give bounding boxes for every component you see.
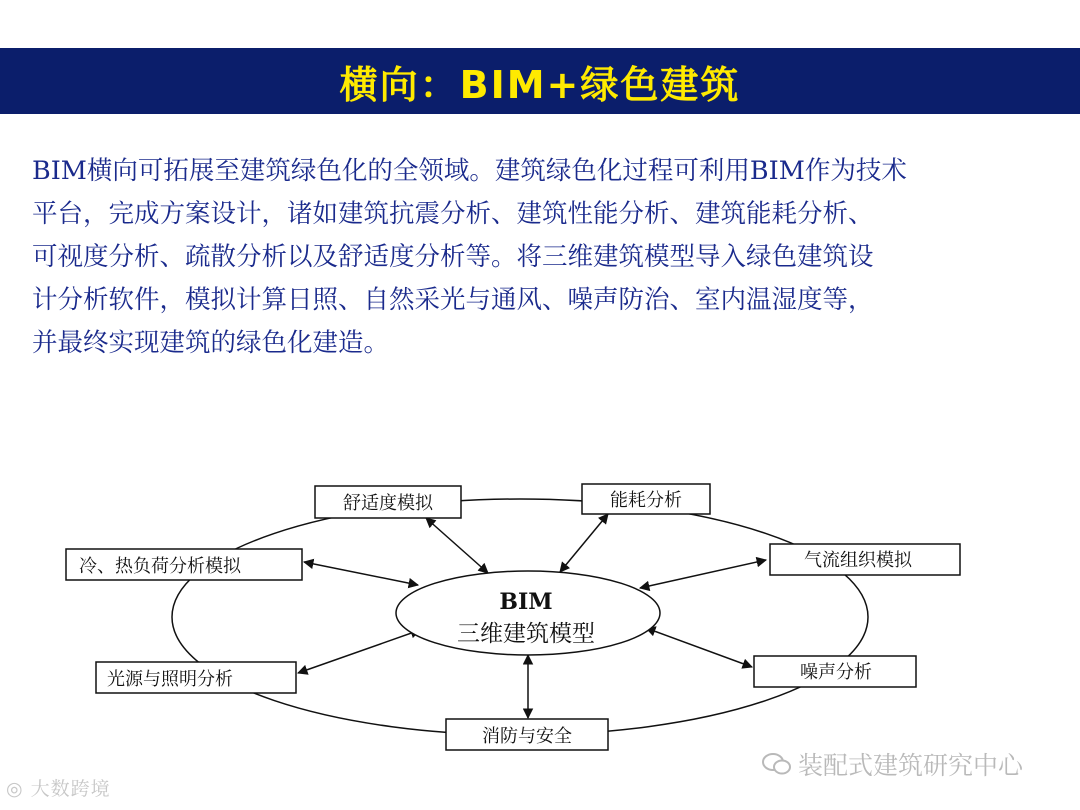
arrow-hvac	[304, 562, 418, 585]
node-hvac	[66, 549, 302, 580]
body-line: 可视度分析、疏散分析以及舒适度分析等。将三维建筑模型导入绿色建筑设	[32, 242, 874, 272]
node-lighting	[96, 662, 296, 693]
node-label: 消防与安全	[482, 726, 572, 747]
body-line: 计分析软件，模拟计算日照、自然采光与通风、噪声防治、室内温湿度等，	[32, 285, 874, 315]
page-title: 横向：BIM+绿色建筑	[339, 62, 741, 107]
wechat-icon	[762, 751, 792, 777]
body-line: 并最终实现建筑的绿色化建造。	[32, 328, 390, 358]
node-label: 气流组织模拟	[804, 550, 912, 571]
node-energy	[582, 484, 710, 514]
body-line: 平台，完成方案设计，诸如建筑抗震分析、建筑性能分析、建筑能耗分析、	[32, 199, 874, 229]
watermark-right	[762, 746, 1023, 782]
watermark-right-text: 装配式建筑研究中心	[798, 751, 1024, 780]
body-line: BIM横向可拓展至建筑绿色化的全领域。建筑绿色化过程可利用BIM作为技术	[32, 156, 907, 186]
arrow-comfort	[426, 518, 488, 573]
center-label-model: 三维建筑模型	[457, 621, 595, 647]
node-label: 舒适度模拟	[343, 493, 433, 514]
node-noise	[754, 656, 916, 687]
arrow-energy	[560, 514, 608, 572]
arrow-noise	[646, 628, 752, 667]
node-label: 噪声分析	[800, 662, 872, 683]
node-comfort	[315, 486, 461, 518]
node-label: 光源与照明分析	[107, 669, 233, 690]
node-label: 能耗分析	[610, 490, 682, 511]
node-label: 冷、热负荷分析模拟	[79, 556, 241, 577]
watermark-logo-icon: ◎	[6, 778, 31, 800]
watermark-left-text: 大数跨境	[30, 778, 111, 800]
center-label-bim: BIM	[499, 589, 553, 615]
watermark-left	[6, 774, 111, 801]
arrow-airflow	[640, 560, 766, 588]
node-fire	[446, 719, 608, 750]
arrow-lighting	[298, 630, 420, 673]
node-airflow	[770, 544, 960, 575]
